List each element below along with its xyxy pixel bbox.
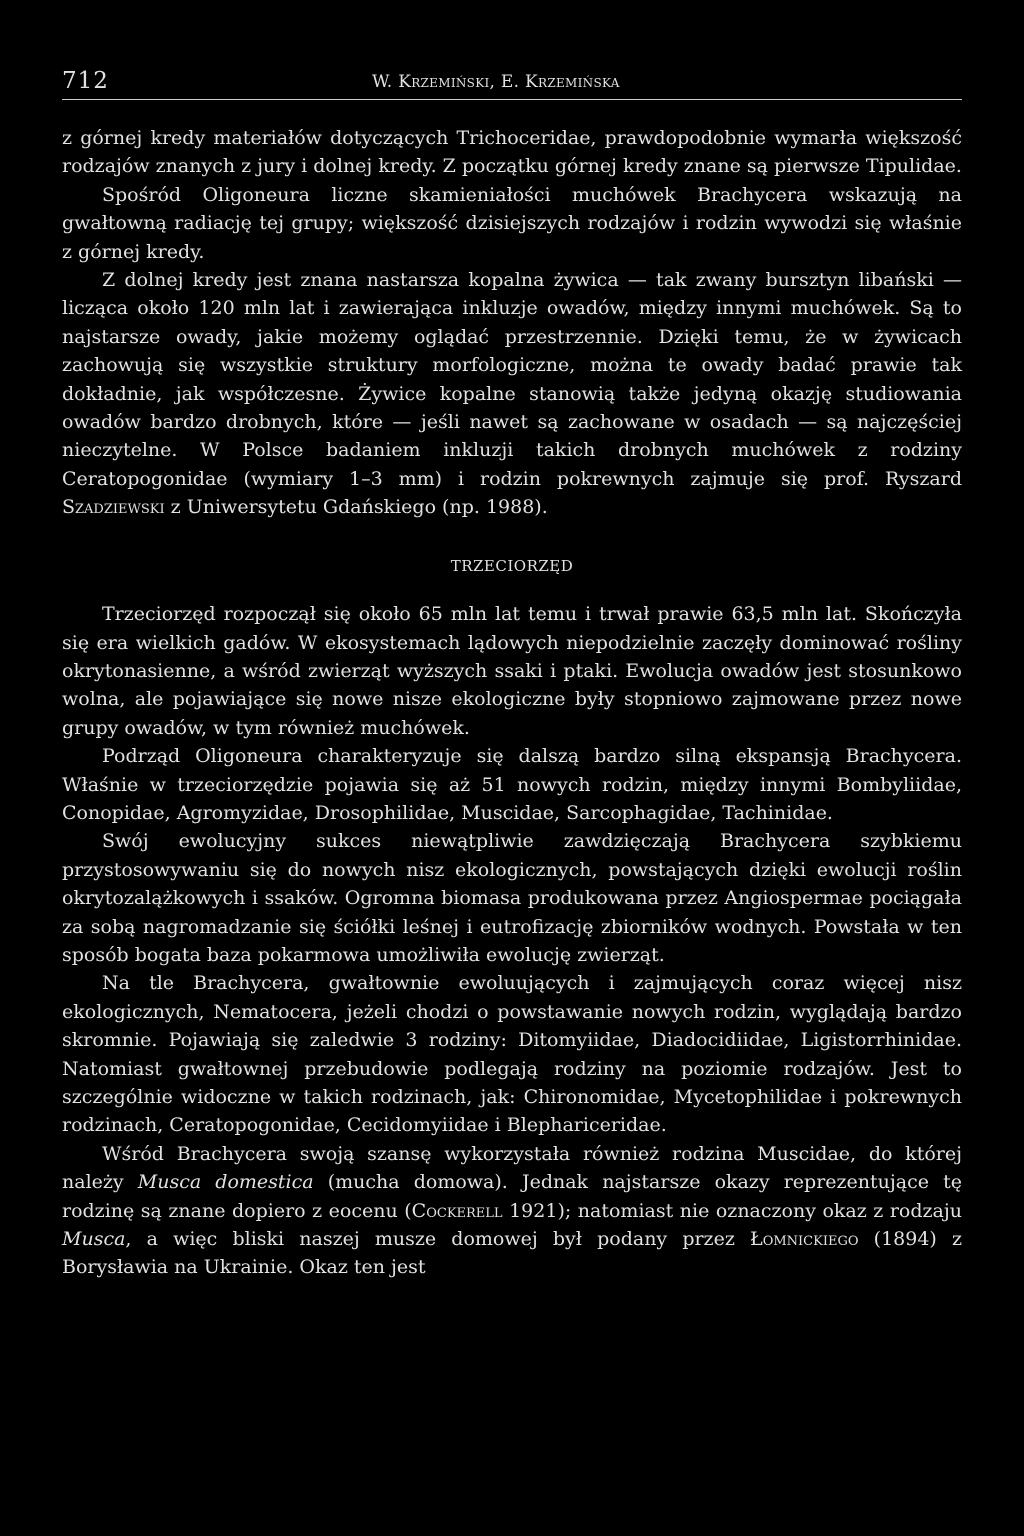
page-number: 712	[62, 68, 109, 94]
paragraph-brachycera-expansion: Podrząd Oligoneura charakteryzuje się dalszą bardzo silną ekspansją Brachycera. Właśnie w trzeciorzędzie pojawia się aż 51 nowych rodzin, między innymi Bombyliidae, Conopidae, Agromyzidae, Drosophilidae, Muscidae, Sarcophagidae, Tachinidae.	[62, 745, 962, 824]
running-head: W. Krzemiński, E. Krzemińska	[372, 72, 620, 92]
paragraph-muscidae	[62, 1140, 962, 1282]
header-rule	[62, 99, 962, 100]
paragraph-nematocera: Na tle Brachycera, gwałtownie ewoluujących i zajmujących coraz więcej nisz ekologicznych, Nematocera, jeżeli chodzi o powstawanie nowych rodzin, wyglądają bardzo skromnie. Pojawiają się zaledwie 3 rodziny: Ditomyiidae, Diadocidiidae, Ligistorrhinidae. Natomiast gwałtownej przebudowie podlegają rodziny na poziomie rodzajów. Jest to szczególnie widoczne w takich rodzinach, jak: Chironomidae, Mycetophilidae i pokrewnych rodzinach, Ceratopogonidae, Cecidomyiidae i Blephariceridae.	[62, 972, 962, 1137]
paragraph-continuation: z górnej kredy materiałów dotyczących Trichoceridae, prawdopodobnie wymarła większość rodzajów znanych z jury i dolnej kredy. Z początku górnej kredy znane są pierwsze Tipulidae.	[62, 127, 962, 178]
section-heading: TRZECIORZĘD	[450, 556, 574, 575]
paragraph-text: (1894) z Borysławia na Ukrainie. Okaz ten jest	[62, 1228, 962, 1279]
genus-name: Musca	[62, 1228, 126, 1251]
paragraph-text: (mucha domowa). Jednak najstarsze okazy reprezentujące tę rodzinę są znane dopiero z eocenu (	[62, 1171, 963, 1222]
author-name: Szadziewski	[62, 496, 165, 519]
paragraph-text: z Uniwersytetu Gdańskiego (np. 1988).	[164, 496, 548, 519]
paragraph-lebanese-amber	[62, 266, 962, 522]
paragraph-text: Z dolnej kredy jest znana nastarsza kopalna żywica — tak zwany bursztyn libański — licząca około 120 mln lat i zawierająca inkluzje owadów, między innymi muchówek. Są to najstarsze owady, jakie możemy oglądać przestrzennie. Dzięki temu, że w żywicach zachowują się wszystkie struktury morfologiczne, można te owady badać prawie tak dokładnie, jak współczesne. Żywice kopalne stanowią także jedyną okazję studiowania owadów bardzo drobnych, które — jeśli nawet są zachowane w osadach — są najczęściej nieczytelne. W Polsce badaniem inkluzji takich drobnych muchówek z rodziny Ceratopogonidae (wymiary 1–3 mm) i rodzin pokrewnych zajmuje się prof. Ryszard	[62, 269, 962, 490]
paragraph-text: 1921); natomiast nie oznaczony okaz z rodzaju	[502, 1199, 962, 1222]
author-name: Cockerell	[411, 1199, 503, 1222]
body-text	[62, 124, 962, 1282]
paragraph-oligoneura-brachycera: Spośród Oligoneura liczne skamieniałości muchówek Brachycera wskazują na gwałtowną radiację tej grupy; większość dzisiejszych rodzajów i rodzin wywodzi się właśnie z górnej kredy.	[62, 183, 962, 263]
page-header	[62, 68, 962, 108]
paragraph-evolutionary-success: Swój ewolucyjny sukces niewątpliwie zawdzięczają Brachycera szybkiemu przystosowywaniu się do nowych nisz ekologicznych, powstających dzięki ewolucji roślin okrytozalążkowych i ssaków. Ogromna biomasa produkowana przez Angiospermae pociągała za sobą nagromadzanie się ściółki leśnej i eutrofizację zbiorników wodnych. Powstała w ten sposób bogata baza pokarmowa umożliwiła ewolucję zwierząt.	[62, 830, 962, 966]
paragraph-text: , a więc bliski naszej musze domowej był podany przez	[125, 1228, 750, 1251]
species-name: Musca domestica	[137, 1171, 314, 1194]
paragraph-tertiary-intro: Trzeciorzęd rozpoczął się około 65 mln lat temu i trwał prawie 63,5 mln lat. Skończyła się era wielkich gadów. W ekosystemach lądowych niepodzielnie zaczęły dominować rośliny okrytonasienne, a wśród zwierząt wyższych ssaki i ptaki. Ewolucja owadów jest stosunkowo wolna, ale pojawiające się nowe nisze ekologiczne były stopniowo zajmowane przez nowe grupy owadów, w tym również muchówek.	[62, 603, 962, 739]
author-name: Łomnickiego	[749, 1228, 859, 1251]
paragraph-text: Wśród Brachycera swoją szansę wykorzystała również rodzina Muscidae, do której należy	[62, 1142, 962, 1194]
